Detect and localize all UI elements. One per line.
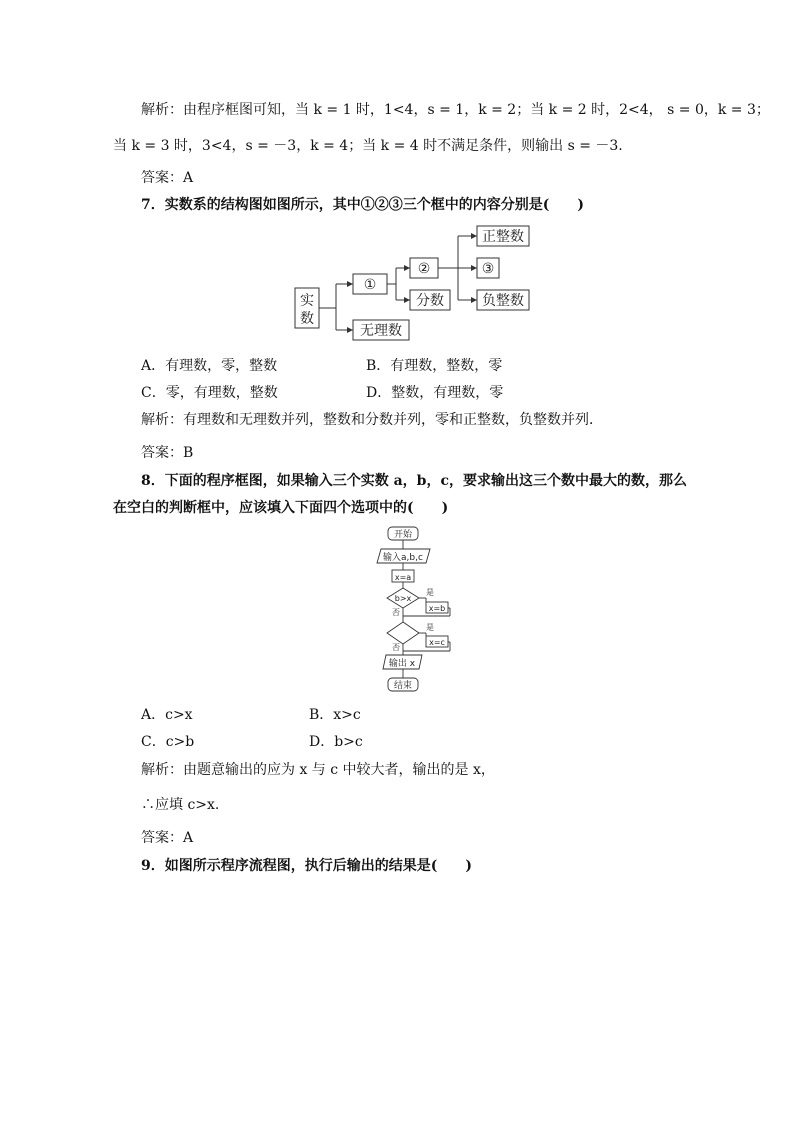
q6-analysis-line2: 当 k = 3 时，3<4，s = －3，k = 4；当 k = 4 时不满足条件，则输出 s = －3. [113,138,623,154]
fraction-label: 分数 [416,293,444,309]
q9-stem: 9．如图所示程序流程图，执行后输出的结果是( ) [141,858,472,874]
q8-option-d: D．b>c [309,734,363,750]
root-label-1: 实 [300,293,314,309]
irrational-label: 无理数 [360,323,402,339]
q7-answer: 答案：B [141,445,194,461]
q7-option-c: C．零，有理数，整数 [141,385,278,401]
assign-a-label: x=a [394,573,412,582]
yes-2-label: 是 [426,623,434,632]
q6-answer: 答案：A [141,170,194,186]
negative-int-label: 负整数 [482,293,524,309]
q7-stem: 7．实数系的结构图如图所示，其中①②③三个框中的内容分别是( ) [141,197,584,213]
input-label: 输入a,b,c [383,553,423,563]
output-label: 输出 x [388,659,416,669]
box-2-label: ② [417,261,431,277]
q7-option-d: D．整数，有理数，零 [366,385,504,401]
start-label: 开始 [393,530,413,540]
q8-option-a: A．c>x [141,707,193,723]
box-3-label: ③ [481,261,495,277]
q7-option-b: B．有理数，整数，零 [366,358,503,374]
real-number-structure-diagram [290,222,540,344]
q8-stem-line2: 在空白的判断框中，应该填入下面四个选项中的( ) [113,500,449,516]
yes-1-label: 是 [426,588,434,597]
q7-analysis: 解析：有理数和无理数并列，整数和分数并列，零和正整数，负整数并列． [141,412,603,428]
max-number-flowchart [370,524,470,696]
positive-int-label: 正整数 [482,229,524,245]
q8-option-b: B．x>c [309,707,361,723]
q8-analysis-line1: 解析：由题意输出的应为 x 与 c 中较大者，输出的是 x， [141,762,495,778]
q6-analysis-line1: 解析：由程序框图可知，当 k = 1 时，1<4，s = 1，k = 2；当 k = 2 时，2<4， s = 0，k = 3； [141,102,770,118]
condition-1-label: b>x [394,594,412,603]
q8-answer: 答案：A [141,830,194,846]
root-label-2: 数 [300,311,314,327]
no-2-label: 否 [392,643,400,652]
blank-condition-diamond [387,622,419,644]
assign-b-label: x=b [428,604,446,613]
q8-analysis-line2: ∴应填 c>x. [141,797,220,813]
q8-stem-line1: 8．下面的程序框图，如果输入三个实数 a，b，c，要求输出这三个数中最大的数，那么 [141,473,687,489]
end-label: 结束 [393,681,413,691]
q8-option-c: C．c>b [141,734,195,750]
assign-c-label: x=c [429,638,445,647]
box-1-label: ① [363,277,377,293]
no-1-label: 否 [392,608,400,617]
q7-option-a: A．有理数，零，整数 [141,358,278,374]
